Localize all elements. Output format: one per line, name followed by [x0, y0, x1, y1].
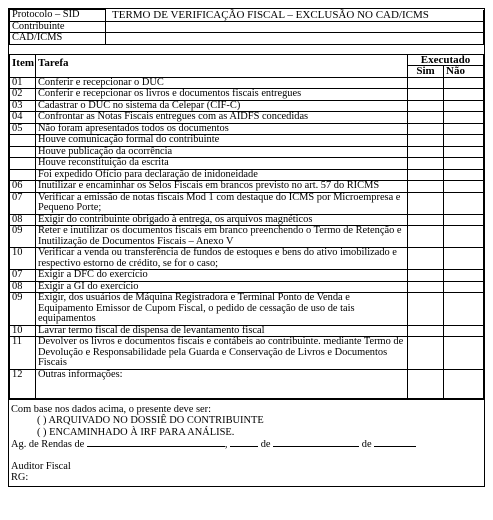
- task-item-number: 09: [10, 226, 36, 248]
- form-title: TERMO DE VERIFICAÇÃO FISCAL – EXCLUSÃO NO CAD/ICMS: [112, 9, 429, 21]
- task-item-number: [10, 169, 36, 181]
- task-item-number: 07: [10, 192, 36, 214]
- task-yes-checkbox[interactable]: [408, 369, 444, 398]
- task-no-checkbox[interactable]: [444, 281, 484, 293]
- task-yes-checkbox[interactable]: [408, 181, 444, 193]
- task-no-checkbox[interactable]: [444, 226, 484, 248]
- task-no-checkbox[interactable]: [444, 214, 484, 226]
- col-yes-header: Sim: [408, 66, 444, 78]
- conclusion-section: [9, 399, 484, 486]
- task-yes-checkbox[interactable]: [408, 112, 444, 124]
- task-yes-checkbox[interactable]: [408, 135, 444, 147]
- task-description: Confrontar as Notas Fiscais entregues com as AIDFS concedidas: [36, 112, 408, 124]
- cad-icms-field[interactable]: [106, 33, 484, 45]
- agency-label: Ag. de Rendas de: [11, 439, 85, 450]
- task-yes-checkbox[interactable]: [408, 89, 444, 101]
- task-yes-checkbox[interactable]: [408, 214, 444, 226]
- task-description: Reter e inutilizar os documentos fiscais em branco preenchendo o Termo de Retenção e Inutilização de Documentos Fiscais – Anexo V: [36, 226, 408, 248]
- task-row: [10, 135, 484, 147]
- task-item-number: 02: [10, 89, 36, 101]
- date-de-1: de: [260, 439, 271, 450]
- task-row: [10, 270, 484, 282]
- task-yes-checkbox[interactable]: [408, 325, 444, 337]
- task-item-number: 11: [10, 337, 36, 370]
- task-no-checkbox[interactable]: [444, 337, 484, 370]
- task-description: Houve reconstituição da escrita: [36, 158, 408, 170]
- task-description: Conferir e recepcionar o DUC: [36, 77, 408, 89]
- task-description: Não foram apresentados todos os documentos: [36, 123, 408, 135]
- agency-field[interactable]: [87, 438, 225, 447]
- task-description: Cadastrar o DUC no sistema da Celepar (CIF-C): [36, 100, 408, 112]
- task-row: [10, 192, 484, 214]
- task-no-checkbox[interactable]: [444, 293, 484, 326]
- task-row: [10, 369, 484, 398]
- task-item-number: [10, 158, 36, 170]
- task-yes-checkbox[interactable]: [408, 77, 444, 89]
- task-yes-checkbox[interactable]: [408, 158, 444, 170]
- task-row: [10, 325, 484, 337]
- task-row: [10, 181, 484, 193]
- task-item-number: [10, 146, 36, 158]
- task-description: Outras informações:: [36, 369, 408, 398]
- task-row: [10, 158, 484, 170]
- task-item-number: 06: [10, 181, 36, 193]
- task-no-checkbox[interactable]: [444, 192, 484, 214]
- task-no-checkbox[interactable]: [444, 77, 484, 89]
- task-description: Houve publicação da ocorrência: [36, 146, 408, 158]
- spacer: [9, 45, 484, 54]
- task-row: [10, 248, 484, 270]
- task-description: Lavrar termo fiscal de dispensa de levantamento fiscal: [36, 325, 408, 337]
- task-description: Verificar a emissão de notas fiscais Mod 1 com destaque do ICMS por Microempresa e Pequeno Porte;: [36, 192, 408, 214]
- task-yes-checkbox[interactable]: [408, 226, 444, 248]
- date-de-2: de: [361, 439, 372, 450]
- task-item-number: 09: [10, 293, 36, 326]
- task-item-number: 01: [10, 77, 36, 89]
- col-task-header: Tarefa: [36, 54, 408, 77]
- task-item-number: 07: [10, 270, 36, 282]
- task-yes-checkbox[interactable]: [408, 337, 444, 370]
- task-no-checkbox[interactable]: [444, 270, 484, 282]
- task-description: Foi expedido Ofício para declaração de inidoneidade: [36, 169, 408, 181]
- protocol-label: Protocolo – SID: [10, 10, 106, 22]
- task-yes-checkbox[interactable]: [408, 293, 444, 326]
- task-yes-checkbox[interactable]: [408, 281, 444, 293]
- col-item-header: Item: [10, 54, 36, 77]
- task-description: Exigir, dos usuários de Máquina Registradora e Terminal Ponto de Venda e Equipamento Emissor de Cupom Fiscal, o pedido de cessação de uso de tais equipamentos: [36, 293, 408, 326]
- task-item-number: 08: [10, 281, 36, 293]
- task-no-checkbox[interactable]: [444, 123, 484, 135]
- task-row: [10, 77, 484, 89]
- task-no-checkbox[interactable]: [444, 146, 484, 158]
- task-description: Inutilizar e encaminhar os Selos Fiscais em brancos previsto no art. 57 do RICMS: [36, 181, 408, 193]
- task-no-checkbox[interactable]: [444, 89, 484, 101]
- task-no-checkbox[interactable]: [444, 169, 484, 181]
- task-yes-checkbox[interactable]: [408, 169, 444, 181]
- rg-label: RG:: [11, 472, 29, 483]
- task-row: [10, 293, 484, 326]
- task-row: [10, 281, 484, 293]
- task-row: [10, 112, 484, 124]
- task-item-number: 08: [10, 214, 36, 226]
- task-item-number: 10: [10, 248, 36, 270]
- month-field[interactable]: [273, 438, 359, 447]
- option-archive[interactable]: ( ) ARQUIVADO NO DOSSIÊ DO CONTRIBUINTE: [37, 415, 264, 426]
- auditor-label: Auditor Fiscal: [11, 460, 71, 472]
- contributor-field[interactable]: [106, 21, 484, 33]
- task-no-checkbox[interactable]: [444, 325, 484, 337]
- task-yes-checkbox[interactable]: [408, 270, 444, 282]
- task-no-checkbox[interactable]: [444, 181, 484, 193]
- task-item-number: 12: [10, 369, 36, 398]
- verification-form: [8, 8, 485, 487]
- task-item-number: 05: [10, 123, 36, 135]
- cad-icms-label: CAD/ICMS: [10, 33, 106, 45]
- task-description: Verificar a venda ou transferência de fundos de estoques e bens do ativo imobilizado e respectivo estorno de crédito, se for o caso;: [36, 248, 408, 270]
- task-item-number: 10: [10, 325, 36, 337]
- task-yes-checkbox[interactable]: [408, 123, 444, 135]
- task-no-checkbox[interactable]: [444, 112, 484, 124]
- task-item-number: [10, 135, 36, 147]
- task-item-number: 03: [10, 100, 36, 112]
- task-yes-checkbox[interactable]: [408, 192, 444, 214]
- task-row: [10, 337, 484, 370]
- option-forward[interactable]: ( ) ENCAMINHADO À IRF PARA ANÁLISE.: [37, 426, 235, 438]
- task-description: Houve comunicação formal do contribuinte: [36, 135, 408, 147]
- task-item-number: 04: [10, 112, 36, 124]
- task-row: [10, 146, 484, 158]
- task-description: Exigir a GI do exercício: [36, 281, 408, 293]
- col-no-header: Não: [444, 66, 484, 78]
- task-no-checkbox[interactable]: [444, 135, 484, 147]
- task-no-checkbox[interactable]: [444, 248, 484, 270]
- agency-line: Ag. de Rendas de , de de: [11, 438, 482, 451]
- task-yes-checkbox[interactable]: [408, 100, 444, 112]
- task-table: [9, 54, 484, 399]
- task-no-checkbox[interactable]: [444, 369, 484, 398]
- task-row: [10, 123, 484, 135]
- contributor-label: Contribuinte: [10, 21, 106, 33]
- task-description: Exigir do contribuinte obrigado à entrega, os arquivos magnéticos: [36, 214, 408, 226]
- task-yes-checkbox[interactable]: [408, 146, 444, 158]
- col-executed-header: Executado: [408, 54, 484, 66]
- task-no-checkbox[interactable]: [444, 100, 484, 112]
- year-field[interactable]: [374, 438, 416, 447]
- task-row: [10, 169, 484, 181]
- task-description: Exigir a DFC do exercício: [36, 270, 408, 282]
- task-yes-checkbox[interactable]: [408, 248, 444, 270]
- task-row: [10, 100, 484, 112]
- task-row: [10, 214, 484, 226]
- task-row: [10, 226, 484, 248]
- task-description: Conferir e recepcionar os livros e documentos fiscais entregues: [36, 89, 408, 101]
- conclusion-intro: Com base nos dados acima, o presente deve ser:: [11, 403, 211, 415]
- day-field[interactable]: [230, 438, 258, 447]
- task-no-checkbox[interactable]: [444, 158, 484, 170]
- task-description: Devolver os livros e documentos fiscais e contábeis ao contribuinte. mediante Termo de Devolução e Responsabilidade pela Guarda e Conservação de Livros e Documentos Fiscais: [36, 337, 408, 370]
- task-row: [10, 89, 484, 101]
